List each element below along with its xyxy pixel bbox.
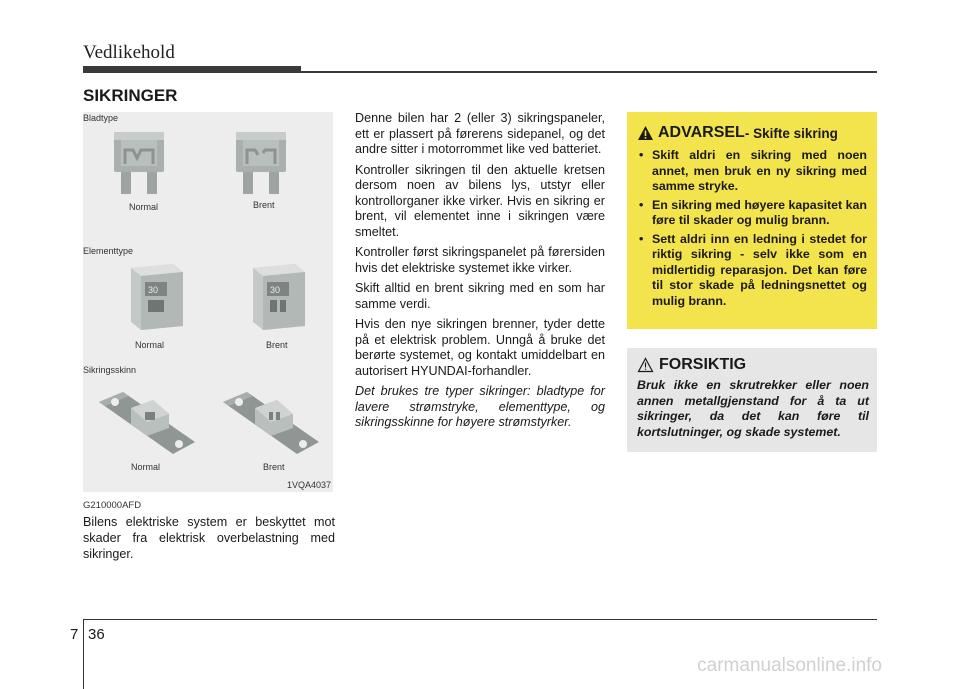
fuse-figure bbox=[83, 112, 333, 492]
caution-box bbox=[627, 348, 877, 452]
cartridge-normal-caption: Normal bbox=[131, 462, 161, 472]
warning-triangle-icon bbox=[637, 125, 654, 141]
paragraph: Kontroller først sikringspanelet på førersiden hvis det elektriske systemet ikke virker. bbox=[355, 245, 605, 275]
element-fuse-normal-image bbox=[121, 260, 189, 334]
warning-header bbox=[637, 124, 867, 142]
caution-triangle-icon bbox=[637, 357, 654, 373]
blade-fuse-blown-image bbox=[233, 128, 289, 198]
paragraph: Hvis den nye sikringen brenner, tyder dette på et elektrisk problem. Unngå å bruke det berørte systemet, og kontakt umiddelbart en autorisert HYUNDAI-forhandler. bbox=[355, 317, 605, 378]
header-rule bbox=[301, 71, 877, 73]
figure-code: 1VQA4037 bbox=[286, 480, 331, 490]
blade-normal-caption: Normal bbox=[129, 202, 159, 212]
blade-blown-caption: Brent bbox=[253, 200, 275, 210]
element-normal-caption: Normal bbox=[135, 340, 165, 350]
cartridge-type-label: Sikringsskinn bbox=[83, 365, 137, 375]
italic-note: Det brukes tre typer sikringer: bladtype for lavere strømstryke, elementtype, og sikringsskinne for høyere strømstyrker. bbox=[355, 384, 605, 429]
header-bar bbox=[83, 66, 301, 73]
section-code: G210000AFD bbox=[83, 500, 142, 511]
element-blown-caption: Brent bbox=[266, 340, 288, 350]
caution-text: Bruk ikke en skrutrekker eller noen annen metallgjenstand for å ta ut sikringer, da det kan føre til kortslutninger, og skade systemet. bbox=[637, 378, 869, 439]
warning-subtitle: - Skifte sikring bbox=[744, 125, 838, 141]
warning-item: • En sikring med høyere kapasitet kan føre til skader og mulig brann. bbox=[637, 198, 867, 229]
cartridge-fuse-normal-image bbox=[95, 384, 200, 460]
left-body-text: Bilens elektriske system er beskyttet mot skader fra elektrisk overbelastning med sikringer. bbox=[83, 515, 335, 561]
section-title: SIKRINGER bbox=[83, 86, 178, 105]
fuse-rating-normal: 30 bbox=[148, 285, 159, 295]
paragraph: Skift alltid en brent sikring med en som har samme verdi. bbox=[355, 281, 605, 311]
caution-header bbox=[637, 356, 869, 374]
footer-divider bbox=[83, 620, 84, 689]
cartridge-blown-caption: Brent bbox=[263, 462, 285, 472]
page-number: 36 bbox=[88, 626, 105, 643]
warning-title: ADVARSEL bbox=[658, 124, 745, 141]
blade-type-label: Bladtype bbox=[83, 113, 119, 123]
element-type-label: Elementtype bbox=[83, 246, 134, 256]
caution-title: FORSIKTIG bbox=[659, 356, 747, 373]
paragraph: Kontroller sikringen til den aktuelle kretsen dersom noen av bilens lys, utstyr eller kontrollorganer ikke virker. Hvis en sikring er brent, vil elementet inne i sikringen være smeltet. bbox=[355, 162, 605, 239]
warning-box bbox=[627, 112, 877, 329]
element-fuse-blown-image bbox=[243, 260, 311, 334]
warning-list bbox=[637, 148, 867, 309]
cartridge-fuse-blown-image bbox=[219, 384, 324, 460]
warning-item: • Skift aldri en sikring med noen annet, men bruk en ny sikring med samme stryke. bbox=[637, 148, 867, 195]
fuse-rating-blown: 30 bbox=[270, 285, 281, 295]
paragraph: Denne bilen har 2 (eller 3) sikringspaneler, ett er plassert på førerens sidepanel, og det andre sitter i motorrommet like ved batteriet. bbox=[355, 111, 605, 156]
header-title: Vedlikehold bbox=[83, 42, 175, 63]
blade-fuse-normal-image bbox=[111, 128, 167, 198]
watermark: carmanualsonline.info bbox=[697, 655, 882, 676]
warning-item: • Sett aldri inn en ledning i stedet for riktig sikring - selv ikke som en midlertidig reparasjon. Det kan føre til stor skade på ledningsnettet og mulig brann. bbox=[637, 232, 867, 310]
middle-column bbox=[355, 111, 605, 436]
chapter-number: 7 bbox=[70, 626, 79, 643]
footer-rule bbox=[83, 619, 877, 620]
